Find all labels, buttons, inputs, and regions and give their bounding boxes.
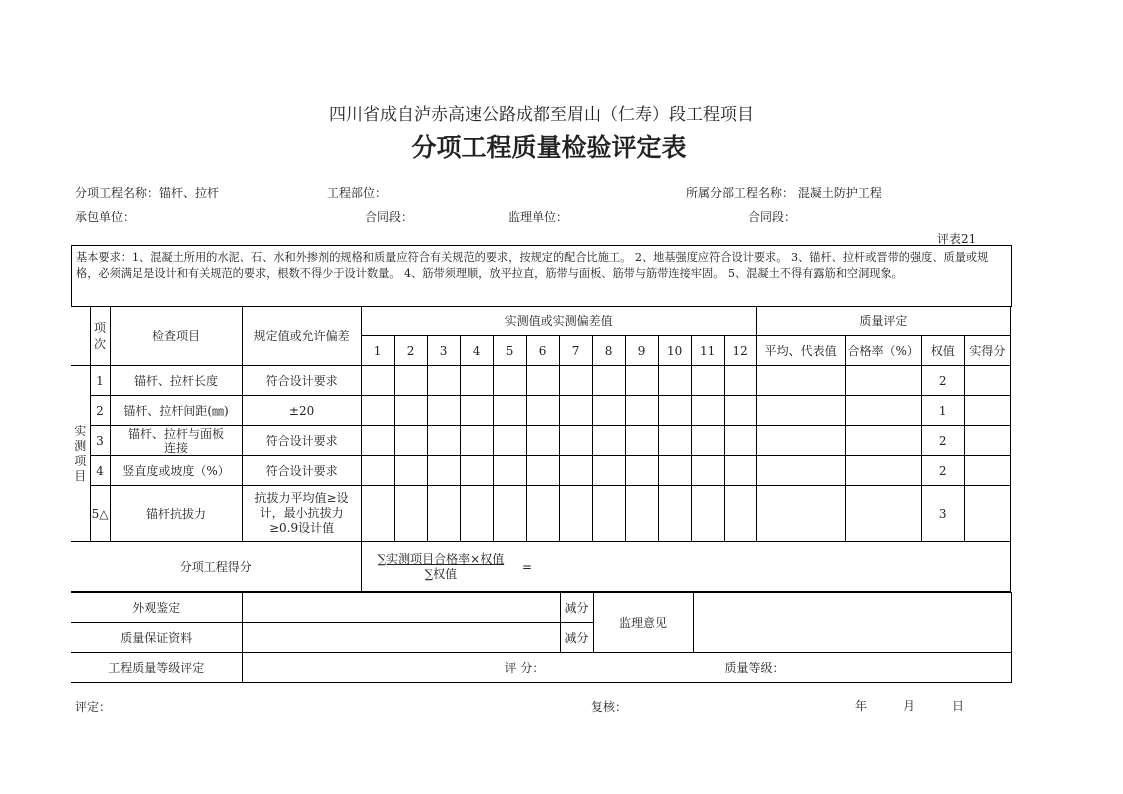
page-title: 分项工程质量检验评定表	[411, 133, 687, 162]
appearance-deduct: 减分	[560, 593, 593, 623]
contractor-label: 承包单位：	[75, 210, 136, 224]
measure-number: 3	[427, 336, 460, 366]
inspection-table	[71, 306, 1011, 592]
division-label: 所属分部工程名称： 混凝土防护工程	[686, 186, 882, 200]
row-no: 5△	[90, 486, 110, 542]
measure-number: 12	[724, 336, 756, 366]
col-measured-header: 实测值或实测偏差值	[361, 307, 756, 336]
row-weight: 3	[921, 486, 964, 542]
appearance-value	[242, 593, 560, 623]
score-label: 分项工程得分	[71, 542, 361, 592]
table-row	[71, 456, 1011, 486]
row-no: 4	[90, 456, 110, 486]
score-text: 评 分：	[504, 661, 545, 675]
measure-number: 10	[658, 336, 691, 366]
measure-number: 4	[460, 336, 493, 366]
row-spec: 符合设计要求	[242, 456, 361, 486]
col-index-text: 项次	[93, 321, 106, 351]
quality-docs-deduct: 减分	[560, 623, 593, 653]
row-weight: 2	[921, 456, 964, 486]
supervision-value	[693, 593, 1011, 653]
appearance-label: 外观鉴定	[71, 593, 242, 623]
supervisor-label: 监理单位：	[508, 210, 569, 224]
assessment-table	[71, 592, 1012, 683]
table-row	[71, 486, 1011, 542]
row-weight: 2	[921, 426, 964, 456]
project-subtitle: 四川省成自泸赤高速公路成都至眉山（仁寿）段工程项目	[329, 105, 754, 125]
formula-denominator: ∑权值	[424, 566, 458, 581]
year-label: 年	[855, 699, 868, 713]
col-weight-header: 权值	[921, 336, 964, 366]
row-weight: 1	[921, 396, 964, 426]
form-number: 评表21	[937, 232, 977, 246]
row-spec: ±20	[242, 396, 361, 426]
row-item: 竖直度或坡度（%）	[110, 456, 242, 486]
group-label: 实测项目	[74, 423, 87, 483]
evaluate-label: 评定：	[75, 700, 112, 714]
header-blank	[71, 307, 90, 366]
row-item: 锚杆、拉杆与面板连接	[110, 426, 242, 456]
col-rate-header: 合格率（%）	[845, 336, 921, 366]
col-score-header: 实得分	[964, 336, 1010, 366]
group-label-cell	[71, 366, 90, 542]
measure-number: 8	[592, 336, 625, 366]
formula-fraction	[378, 552, 505, 582]
measure-number: 6	[526, 336, 559, 366]
grade-text: 质量等级：	[724, 661, 785, 675]
row-no: 2	[90, 396, 110, 426]
col-quality-header: 质量评定	[756, 307, 1010, 336]
month-label: 月	[903, 699, 916, 713]
table-row	[71, 396, 1011, 426]
row-item: 锚杆抗拔力	[110, 486, 242, 542]
review-label: 复核：	[591, 700, 628, 714]
row-no: 3	[90, 426, 110, 456]
row-no: 1	[90, 366, 110, 396]
measure-number: 2	[394, 336, 427, 366]
contract-section-label-2: 合同段：	[748, 210, 797, 224]
measure-number: 1	[361, 336, 394, 366]
grade-value	[242, 653, 1011, 683]
row-spec: 抗拔力平均值≥设计，最小抗拔力≥0.9设计值	[242, 486, 361, 542]
row-weight: 2	[921, 366, 964, 396]
col-item-header: 检查项目	[110, 307, 242, 366]
score-formula	[361, 542, 1010, 592]
formula-numerator: ∑实测项目合格率×权值	[377, 551, 505, 566]
measure-number: 11	[691, 336, 724, 366]
col-index-header	[90, 307, 110, 366]
row-item: 锚杆、拉杆间距(㎜)	[110, 396, 242, 426]
supervision-label: 监理意见	[593, 593, 693, 653]
contract-section-label: 合同段：	[365, 210, 414, 224]
row-spec: 符合设计要求	[242, 366, 361, 396]
item-name-label: 分项工程名称：锚杆、拉杆	[75, 186, 220, 200]
requirements-table	[71, 245, 1012, 307]
row-spec: 符合设计要求	[242, 426, 361, 456]
table-row	[71, 426, 1011, 456]
row-item: 锚杆、拉杆长度	[110, 366, 242, 396]
measure-number: 5	[493, 336, 526, 366]
table-row	[71, 366, 1011, 396]
measure-number: 9	[625, 336, 658, 366]
quality-docs-label: 质量保证资料	[71, 623, 242, 653]
measure-number: 7	[559, 336, 592, 366]
location-label: 工程部位：	[327, 186, 388, 200]
day-label: 日	[952, 699, 965, 713]
quality-docs-value	[242, 623, 560, 653]
basic-requirements: 基本要求：1、混凝土所用的水泥、石、水和外掺剂的规格和质量应符合有关规范的要求，按规定的配合比施工。 2、地基强度应符合设计要求。 3、锚杆、拉杆或晋带的强度、质量或规格，必须满足是设计和有关规范的要求，根数不得少于设计数量。 4、筋带须理顺，放平拉直，筋带与面板、筋带与筋带连接牢固。 5、混凝土不得有露筋和空洞现象。	[72, 246, 1012, 307]
formula-equals: =	[522, 559, 533, 574]
grade-label: 工程质量等级评定	[71, 653, 242, 683]
col-avg-header: 平均、代表值	[756, 336, 845, 366]
col-spec-header: 规定值或允许偏差	[242, 307, 361, 366]
